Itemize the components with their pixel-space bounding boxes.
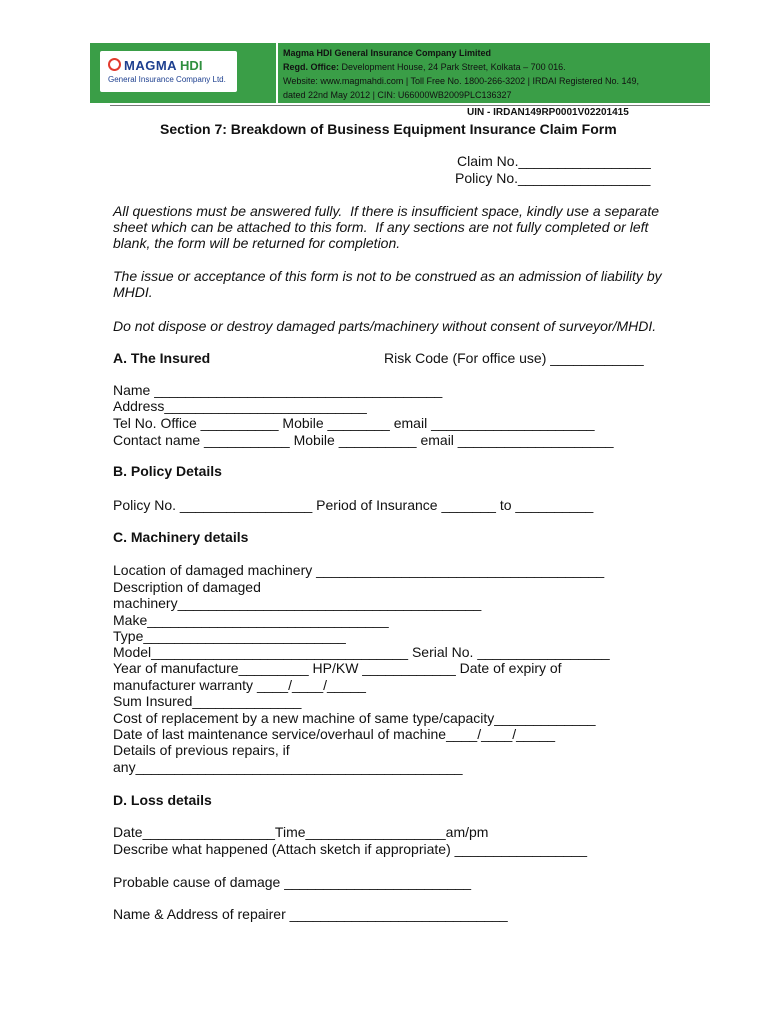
machinery-description-field[interactable]: machinery_______________________________________ xyxy=(113,595,482,611)
claim-no-field[interactable]: Claim No._________________ xyxy=(457,153,651,169)
policy-no-field[interactable]: Policy No._________________ xyxy=(455,170,651,186)
warranty-date-field[interactable]: manufacturer warranty ____/____/_____ xyxy=(113,677,366,693)
company-name: Magma HDI General Insurance Company Limited xyxy=(283,48,492,58)
regd-office-label: Regd. Office: xyxy=(283,62,340,72)
liability-note-line: MHDI. xyxy=(113,284,153,300)
replacement-cost-field[interactable]: Cost of replacement by a new machine of same type/capacity_____________ xyxy=(113,710,596,726)
machinery-description-label: Description of damaged xyxy=(113,579,261,595)
dispose-note: Do not dispose or destroy damaged parts/machinery without consent of surveyor/MHDI. xyxy=(113,318,657,334)
section-d-heading: D. Loss details xyxy=(113,792,212,808)
instruction-line: sheet which can be attached to this form. If any sections are not fully completed or left xyxy=(113,219,649,235)
company-logo xyxy=(100,51,237,92)
liability-note-line: The issue or acceptance of this form is not to be construed as an admission of liability by xyxy=(113,268,662,284)
loss-description-field[interactable]: Describe what happened (Attach sketch if appropriate) _________________ xyxy=(113,841,587,857)
registration-date-line: dated 22nd May 2012 | CIN: U66000WB2009PLC136327 xyxy=(283,90,512,100)
instruction-line: blank, the form will be returned for completion. xyxy=(113,235,401,251)
sum-insured-field[interactable]: Sum Insured______________ xyxy=(113,693,302,709)
machinery-location-field[interactable]: Location of damaged machinery _____________________________________ xyxy=(113,562,605,578)
header-divider xyxy=(276,43,278,103)
probable-cause-field[interactable]: Probable cause of damage ________________________ xyxy=(113,874,472,890)
repairer-field[interactable]: Name & Address of repairer ____________________________ xyxy=(113,906,508,922)
uin-code: UIN - IRDAN149RP0001V02201415 xyxy=(467,107,629,118)
loss-date-time-field[interactable]: Date_________________Time__________________am/pm xyxy=(113,824,489,840)
risk-code-field[interactable]: Risk Code (For office use) ____________ xyxy=(384,350,644,366)
logo-subtitle: General Insurance Company Ltd. xyxy=(108,75,226,84)
section-a-heading: A. The Insured xyxy=(113,350,211,366)
logo-text-magma: MAGMA xyxy=(124,58,178,73)
regd-office-address: Development House, 24 Park Street, Kolkata – 700 016. xyxy=(339,62,566,72)
machinery-type-field[interactable]: Type__________________________ xyxy=(113,628,346,644)
machinery-year-hp-field[interactable]: Year of manufacture_________ HP/KW ____________ Date of expiry of xyxy=(113,660,562,676)
machinery-make-field[interactable]: Make_______________________________ xyxy=(113,612,389,628)
last-maintenance-field[interactable]: Date of last maintenance service/overhaul of machine____/____/_____ xyxy=(113,726,556,742)
insured-contact-person-field[interactable]: Contact name ___________ Mobile __________ email ____________________ xyxy=(113,432,614,448)
section-c-heading: C. Machinery details xyxy=(113,529,249,545)
insured-address-field[interactable]: Address__________________________ xyxy=(113,398,367,414)
form-title: Section 7: Breakdown of Business Equipment Insurance Claim Form xyxy=(160,121,617,137)
insured-contact-office-field[interactable]: Tel No. Office __________ Mobile ________ email _____________________ xyxy=(113,415,595,431)
company-details xyxy=(283,46,708,102)
previous-repairs-field[interactable]: any__________________________________________ xyxy=(113,759,463,775)
policy-period-field[interactable]: Policy No. _________________ Period of Insurance _______ to __________ xyxy=(113,497,594,513)
previous-repairs-label: Details of previous repairs, if xyxy=(113,742,290,758)
section-b-heading: B. Policy Details xyxy=(113,463,222,479)
website-line: Website: www.magmahdi.com | Toll Free No. 1800-266-3202 | IRDAI Registered No. 149, xyxy=(283,76,640,86)
machinery-model-serial-field[interactable]: Model_________________________________ Serial No. _________________ xyxy=(113,644,610,660)
header-rule xyxy=(110,105,710,106)
logo-text-hdi: HDI xyxy=(180,58,203,73)
instruction-line: All questions must be answered fully. If there is insufficient space, kindly use a separate xyxy=(113,203,660,219)
insured-name-field[interactable]: Name _____________________________________ xyxy=(113,382,443,398)
logo-emblem-icon xyxy=(108,58,121,71)
